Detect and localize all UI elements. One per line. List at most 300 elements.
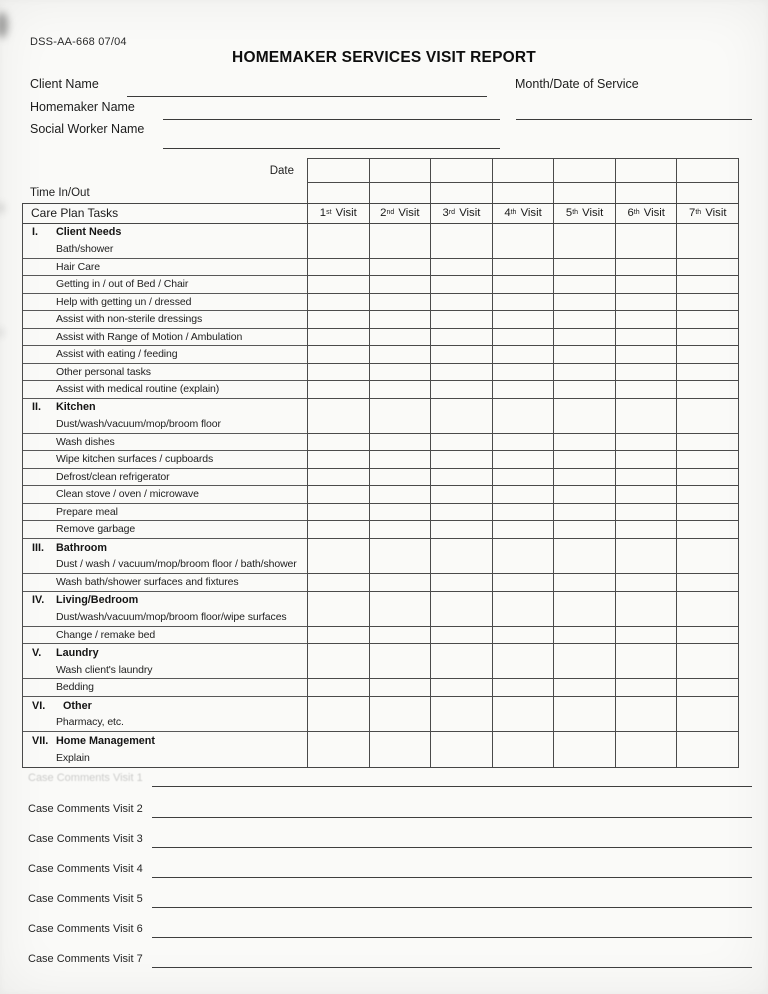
visit-cell [553, 364, 615, 381]
visit-cell [615, 592, 677, 626]
task-label-cell [23, 486, 307, 504]
task-label: Explain [56, 751, 90, 764]
visit-cell [676, 539, 738, 573]
visit-cell [492, 574, 554, 591]
task-label-cell [23, 574, 307, 592]
visit-cell [553, 504, 615, 521]
visit-cell [430, 259, 492, 276]
case-comment-blank-line [152, 847, 752, 848]
visit-cell [492, 294, 554, 311]
visit-cell [676, 486, 738, 503]
visit-cell [553, 679, 615, 696]
month-date-blank-line [516, 119, 752, 120]
visit-cell [615, 259, 677, 276]
section-heading-line [23, 697, 307, 715]
visit-cell [307, 592, 369, 626]
time-cell [430, 183, 492, 203]
care-plan-tasks-header: Care Plan Tasks [31, 206, 119, 221]
scan-smudge [0, 203, 4, 213]
visit-cell [307, 504, 369, 521]
visit-cell [492, 486, 554, 503]
time-cell [553, 183, 615, 203]
visit-cell [492, 311, 554, 328]
visit-cells-row [307, 451, 739, 469]
task-label-cell [23, 294, 307, 312]
visit-cell [553, 521, 615, 538]
task-label-cell [23, 329, 307, 347]
visit-cell [676, 381, 738, 398]
date-cell [676, 159, 738, 182]
visit-cell [369, 644, 431, 678]
visit-cell [430, 697, 492, 731]
visit-cell [676, 434, 738, 451]
visit-cell [369, 381, 431, 398]
visit-cell [676, 276, 738, 293]
visit-cell [369, 259, 431, 276]
visit-cell [676, 732, 738, 767]
visit-header-1st: 1 st Visit [307, 204, 369, 223]
case-comment-row [28, 923, 752, 941]
visit-cell [553, 732, 615, 767]
section-label [23, 644, 307, 679]
visit-cell [676, 451, 738, 468]
visit-cell [553, 346, 615, 363]
task-label: Prepare meal [56, 505, 118, 518]
visit-cell [430, 732, 492, 767]
visit-cell [492, 521, 554, 538]
visit-cell [307, 451, 369, 468]
visit-cell [430, 329, 492, 346]
visit-cell [553, 276, 615, 293]
visit-cell [615, 697, 677, 731]
date-row [22, 158, 739, 183]
visit-cell [492, 732, 554, 767]
task-row [23, 276, 739, 294]
task-row [23, 311, 739, 329]
section-title: Kitchen [56, 401, 96, 414]
visit-cell [492, 592, 554, 626]
section-heading-line [23, 592, 307, 610]
section-label [23, 224, 307, 259]
visit-cell [615, 434, 677, 451]
visit-cell [615, 486, 677, 503]
visit-cell [492, 469, 554, 486]
visit-cell [307, 697, 369, 731]
visit-cell [369, 346, 431, 363]
visit-report-table [22, 158, 739, 768]
date-cell [492, 159, 554, 182]
client-name-blank-line [127, 96, 487, 97]
visit-cell [369, 627, 431, 644]
visit-header-3rd: 3 rd Visit [430, 204, 492, 223]
date-time-header-rows [22, 158, 739, 203]
client-name-label: Client Name [30, 77, 99, 91]
visit-cell [553, 539, 615, 573]
visit-cells-row [307, 697, 739, 732]
visit-cell [615, 574, 677, 591]
visit-cell [553, 697, 615, 731]
section-numeral: VII. [32, 734, 49, 747]
visit-cell [492, 259, 554, 276]
visit-cell [430, 364, 492, 381]
visit-cell [369, 486, 431, 503]
visit-cell [369, 679, 431, 696]
visit-cell [307, 521, 369, 538]
date-cell [369, 159, 431, 182]
visit-cell [615, 521, 677, 538]
section-heading-line [23, 399, 307, 417]
task-row [23, 381, 739, 399]
visit-cell [307, 627, 369, 644]
case-comment-row [28, 833, 752, 851]
visit-cell [307, 732, 369, 767]
visit-header-4th: 4 th Visit [492, 204, 554, 223]
task-label: Dust/wash/vacuum/mop/broom floor [56, 418, 221, 431]
section-numeral: IV. [32, 594, 45, 607]
visit-cell [492, 697, 554, 731]
visit-cell [492, 679, 554, 696]
visit-cell [553, 381, 615, 398]
visit-cell [369, 539, 431, 573]
visit-cells-row [307, 469, 739, 487]
visit-cell [615, 276, 677, 293]
case-comment-row [28, 772, 752, 790]
case-comment-blank-line [152, 967, 752, 968]
visit-cell [615, 224, 677, 258]
visit-cell [615, 399, 677, 433]
task-label: Help with getting un / dressed [56, 295, 192, 308]
visit-cell [615, 627, 677, 644]
section-label [23, 697, 307, 732]
case-comment-blank-line [152, 817, 752, 818]
care-plan-grid [22, 203, 739, 768]
task-label-cell [23, 627, 307, 645]
task-label: Defrost/clean refrigerator [56, 470, 170, 483]
visit-cells-row [307, 627, 739, 645]
task-label-cell [23, 469, 307, 487]
scan-smudge [0, 12, 8, 38]
visit-cell [553, 451, 615, 468]
visit-cell [615, 644, 677, 678]
task-label: Remove garbage [56, 523, 136, 536]
visit-cell [430, 679, 492, 696]
date-cell [308, 159, 369, 182]
visit-cell [553, 311, 615, 328]
visit-cells-row [307, 294, 739, 312]
month-date-of-service-label: Month/Date of Service [515, 77, 639, 91]
task-label-cell [23, 434, 307, 452]
visit-cells-row [307, 224, 739, 259]
visit-cell [492, 434, 554, 451]
visit-cell [369, 732, 431, 767]
case-comment-label: Case Comments Visit 2 [28, 803, 143, 815]
visit-cell [615, 469, 677, 486]
visit-header-6th: 6 th Visit [615, 204, 677, 223]
form-number: DSS-AA-668 07/04 [30, 36, 127, 48]
task-label-cell [23, 679, 307, 697]
task-label: Wipe kitchen surfaces / cupboards [56, 453, 214, 466]
visit-cell [492, 329, 554, 346]
visit-cell [430, 311, 492, 328]
task-row [23, 504, 739, 522]
visit-cell [307, 259, 369, 276]
visit-cells-row [307, 311, 739, 329]
case-comment-row [28, 893, 752, 911]
visit-cell [676, 504, 738, 521]
visit-cell [369, 329, 431, 346]
visit-cell [430, 627, 492, 644]
date-label: Date [269, 164, 294, 177]
section-heading-line [23, 224, 307, 242]
task-row [23, 329, 739, 347]
visit-cell [430, 294, 492, 311]
task-label-cell [23, 364, 307, 382]
visit-cell [615, 311, 677, 328]
task-row [23, 469, 739, 487]
case-comment-blank-line [152, 937, 752, 938]
visit-cell [307, 329, 369, 346]
visit-cell [492, 346, 554, 363]
task-row [23, 627, 739, 645]
section-row [23, 224, 739, 259]
date-cell [615, 159, 677, 182]
visit-cell [369, 434, 431, 451]
visit-cells-row [307, 329, 739, 347]
visit-cell [430, 381, 492, 398]
task-label: Clean stove / oven / microwave [56, 488, 199, 501]
visit-cell [553, 644, 615, 678]
visit-cell [430, 539, 492, 573]
visit-cell [307, 364, 369, 381]
visit-cells-row [307, 574, 739, 592]
task-row [23, 259, 739, 277]
visit-header-cells [307, 204, 739, 223]
section-heading-line [23, 644, 307, 662]
visit-cell [676, 259, 738, 276]
visit-cell [307, 539, 369, 573]
visit-cell [430, 486, 492, 503]
visit-cell [430, 224, 492, 258]
task-row [23, 364, 739, 382]
visit-cell [369, 294, 431, 311]
visit-cell [307, 434, 369, 451]
visit-cell [369, 451, 431, 468]
time-cell [615, 183, 677, 203]
visit-cell [615, 679, 677, 696]
visit-cell [553, 224, 615, 258]
visit-cell [492, 539, 554, 573]
visit-cell [430, 346, 492, 363]
visit-cell [553, 592, 615, 626]
time-in-out-row [22, 183, 739, 203]
visit-cells-row [307, 399, 739, 434]
task-label: Assist with medical routine (explain) [56, 383, 220, 396]
task-label: Assist with eating / feeding [56, 348, 178, 361]
visit-cell [307, 294, 369, 311]
time-cell [492, 183, 554, 203]
visit-cells-row [307, 486, 739, 504]
visit-cell [676, 294, 738, 311]
visit-cell [553, 294, 615, 311]
homemaker-name-blank-line [163, 119, 500, 120]
social-worker-name-label: Social Worker Name [30, 122, 145, 136]
visit-cell [369, 224, 431, 258]
date-cell [553, 159, 615, 182]
visit-cell [553, 259, 615, 276]
task-label: Pharmacy, etc. [56, 716, 124, 729]
section-label [23, 539, 307, 574]
task-label: Other personal tasks [56, 365, 151, 378]
section-title: Client Needs [56, 226, 122, 239]
visit-cell [615, 364, 677, 381]
visit-cell [676, 574, 738, 591]
visit-cell [615, 294, 677, 311]
visit-cells-row [307, 434, 739, 452]
visit-cell [615, 346, 677, 363]
case-comment-label: Case Comments Visit 4 [28, 863, 143, 875]
date-cells-row [307, 158, 739, 183]
visit-cell [615, 539, 677, 573]
time-cells-row [307, 183, 739, 203]
visit-cell [676, 346, 738, 363]
visit-cell [676, 364, 738, 381]
section-numeral: II. [32, 401, 41, 414]
visit-cell [307, 346, 369, 363]
visit-cell [553, 399, 615, 433]
case-comment-blank-line [152, 907, 752, 908]
visit-cell [430, 592, 492, 626]
task-label-cell [23, 521, 307, 539]
section-title: Bathroom [56, 541, 107, 554]
section-heading-line [23, 539, 307, 557]
visit-cell [553, 434, 615, 451]
case-comment-row [28, 803, 752, 821]
section-label [23, 399, 307, 434]
task-label: Assist with non-sterile dressings [56, 313, 203, 326]
visit-cell [492, 627, 554, 644]
visit-cell [676, 311, 738, 328]
section-heading-line [23, 732, 307, 750]
scan-smudge [0, 328, 3, 337]
date-cell [430, 159, 492, 182]
task-label-cell [23, 259, 307, 277]
page-title: HOMEMAKER SERVICES VISIT REPORT [232, 49, 536, 66]
visit-cell [553, 486, 615, 503]
task-label: Bath/shower [56, 243, 114, 255]
section-title: Living/Bedroom [56, 594, 139, 607]
time-cell [308, 183, 369, 203]
time-cell [676, 183, 738, 203]
case-comment-label: Case Comments Visit 7 [28, 953, 143, 965]
visit-cell [307, 381, 369, 398]
section-numeral: V. [32, 647, 42, 659]
visit-cell [676, 592, 738, 626]
visit-cell [676, 679, 738, 696]
case-comment-label: Case Comments Visit 5 [28, 893, 143, 905]
visit-cell [307, 486, 369, 503]
section-label [23, 592, 307, 627]
visit-cell [553, 469, 615, 486]
time-in-out-label: Time In/Out [30, 187, 90, 199]
visit-cells-row [307, 521, 739, 539]
section-row [23, 592, 739, 627]
visit-cell [307, 399, 369, 433]
visit-cells-row [307, 732, 739, 767]
case-comment-blank-line [152, 877, 752, 878]
visit-cells-row [307, 346, 739, 364]
task-label: Getting in / out of Bed / Chair [56, 278, 189, 291]
visit-cell [369, 276, 431, 293]
visit-cell [369, 364, 431, 381]
visit-cell [492, 504, 554, 521]
visit-cell [369, 469, 431, 486]
visit-cell [307, 679, 369, 696]
case-comment-label: Case Comments Visit 3 [28, 833, 143, 845]
visit-cell [492, 276, 554, 293]
section-row [23, 399, 739, 434]
visit-cell [676, 224, 738, 258]
visit-cell [492, 364, 554, 381]
task-label: Bedding [56, 681, 94, 694]
visit-cell [492, 644, 554, 678]
visit-cell [553, 627, 615, 644]
visit-cell [307, 276, 369, 293]
visit-cell [676, 697, 738, 731]
visit-cell [676, 469, 738, 486]
table-header-row [23, 204, 739, 224]
visit-cells-row [307, 504, 739, 522]
task-label-cell [23, 311, 307, 329]
visit-cell [307, 469, 369, 486]
visit-cell [615, 381, 677, 398]
social-worker-blank-line [163, 148, 500, 149]
visit-cell [430, 451, 492, 468]
visit-header-5th: 5 th Visit [553, 204, 615, 223]
visit-cell [369, 574, 431, 591]
visit-cell [369, 592, 431, 626]
visit-cell [307, 574, 369, 591]
visit-cell [430, 504, 492, 521]
task-label-cell [23, 276, 307, 294]
section-row [23, 539, 739, 574]
visit-cell [615, 504, 677, 521]
task-label: Wash bath/shower surfaces and fixtures [56, 576, 239, 589]
visit-cell [492, 451, 554, 468]
task-label-cell [23, 346, 307, 364]
visit-cell [369, 504, 431, 521]
visit-cell [676, 329, 738, 346]
case-comment-label: Case Comments Visit 1 [28, 772, 143, 784]
task-label: Change / remake bed [56, 628, 156, 641]
task-label: Dust/wash/vacuum/mop/broom floor/wipe surfaces [56, 611, 287, 624]
visit-cell [369, 521, 431, 538]
task-row [23, 679, 739, 697]
homemaker-name-label: Homemaker Name [30, 100, 135, 114]
visit-cell [676, 644, 738, 678]
visit-cell [553, 329, 615, 346]
visit-cells-row [307, 592, 739, 627]
visit-cell [553, 574, 615, 591]
visit-cell [430, 399, 492, 433]
visit-cell [676, 399, 738, 433]
visit-header-7th: 7 th Visit [676, 204, 738, 223]
time-cell [369, 183, 431, 203]
case-comment-row [28, 953, 752, 971]
visit-cell [615, 732, 677, 767]
task-row [23, 521, 739, 539]
case-comment-blank-line [152, 786, 752, 787]
task-label-cell [23, 381, 307, 399]
